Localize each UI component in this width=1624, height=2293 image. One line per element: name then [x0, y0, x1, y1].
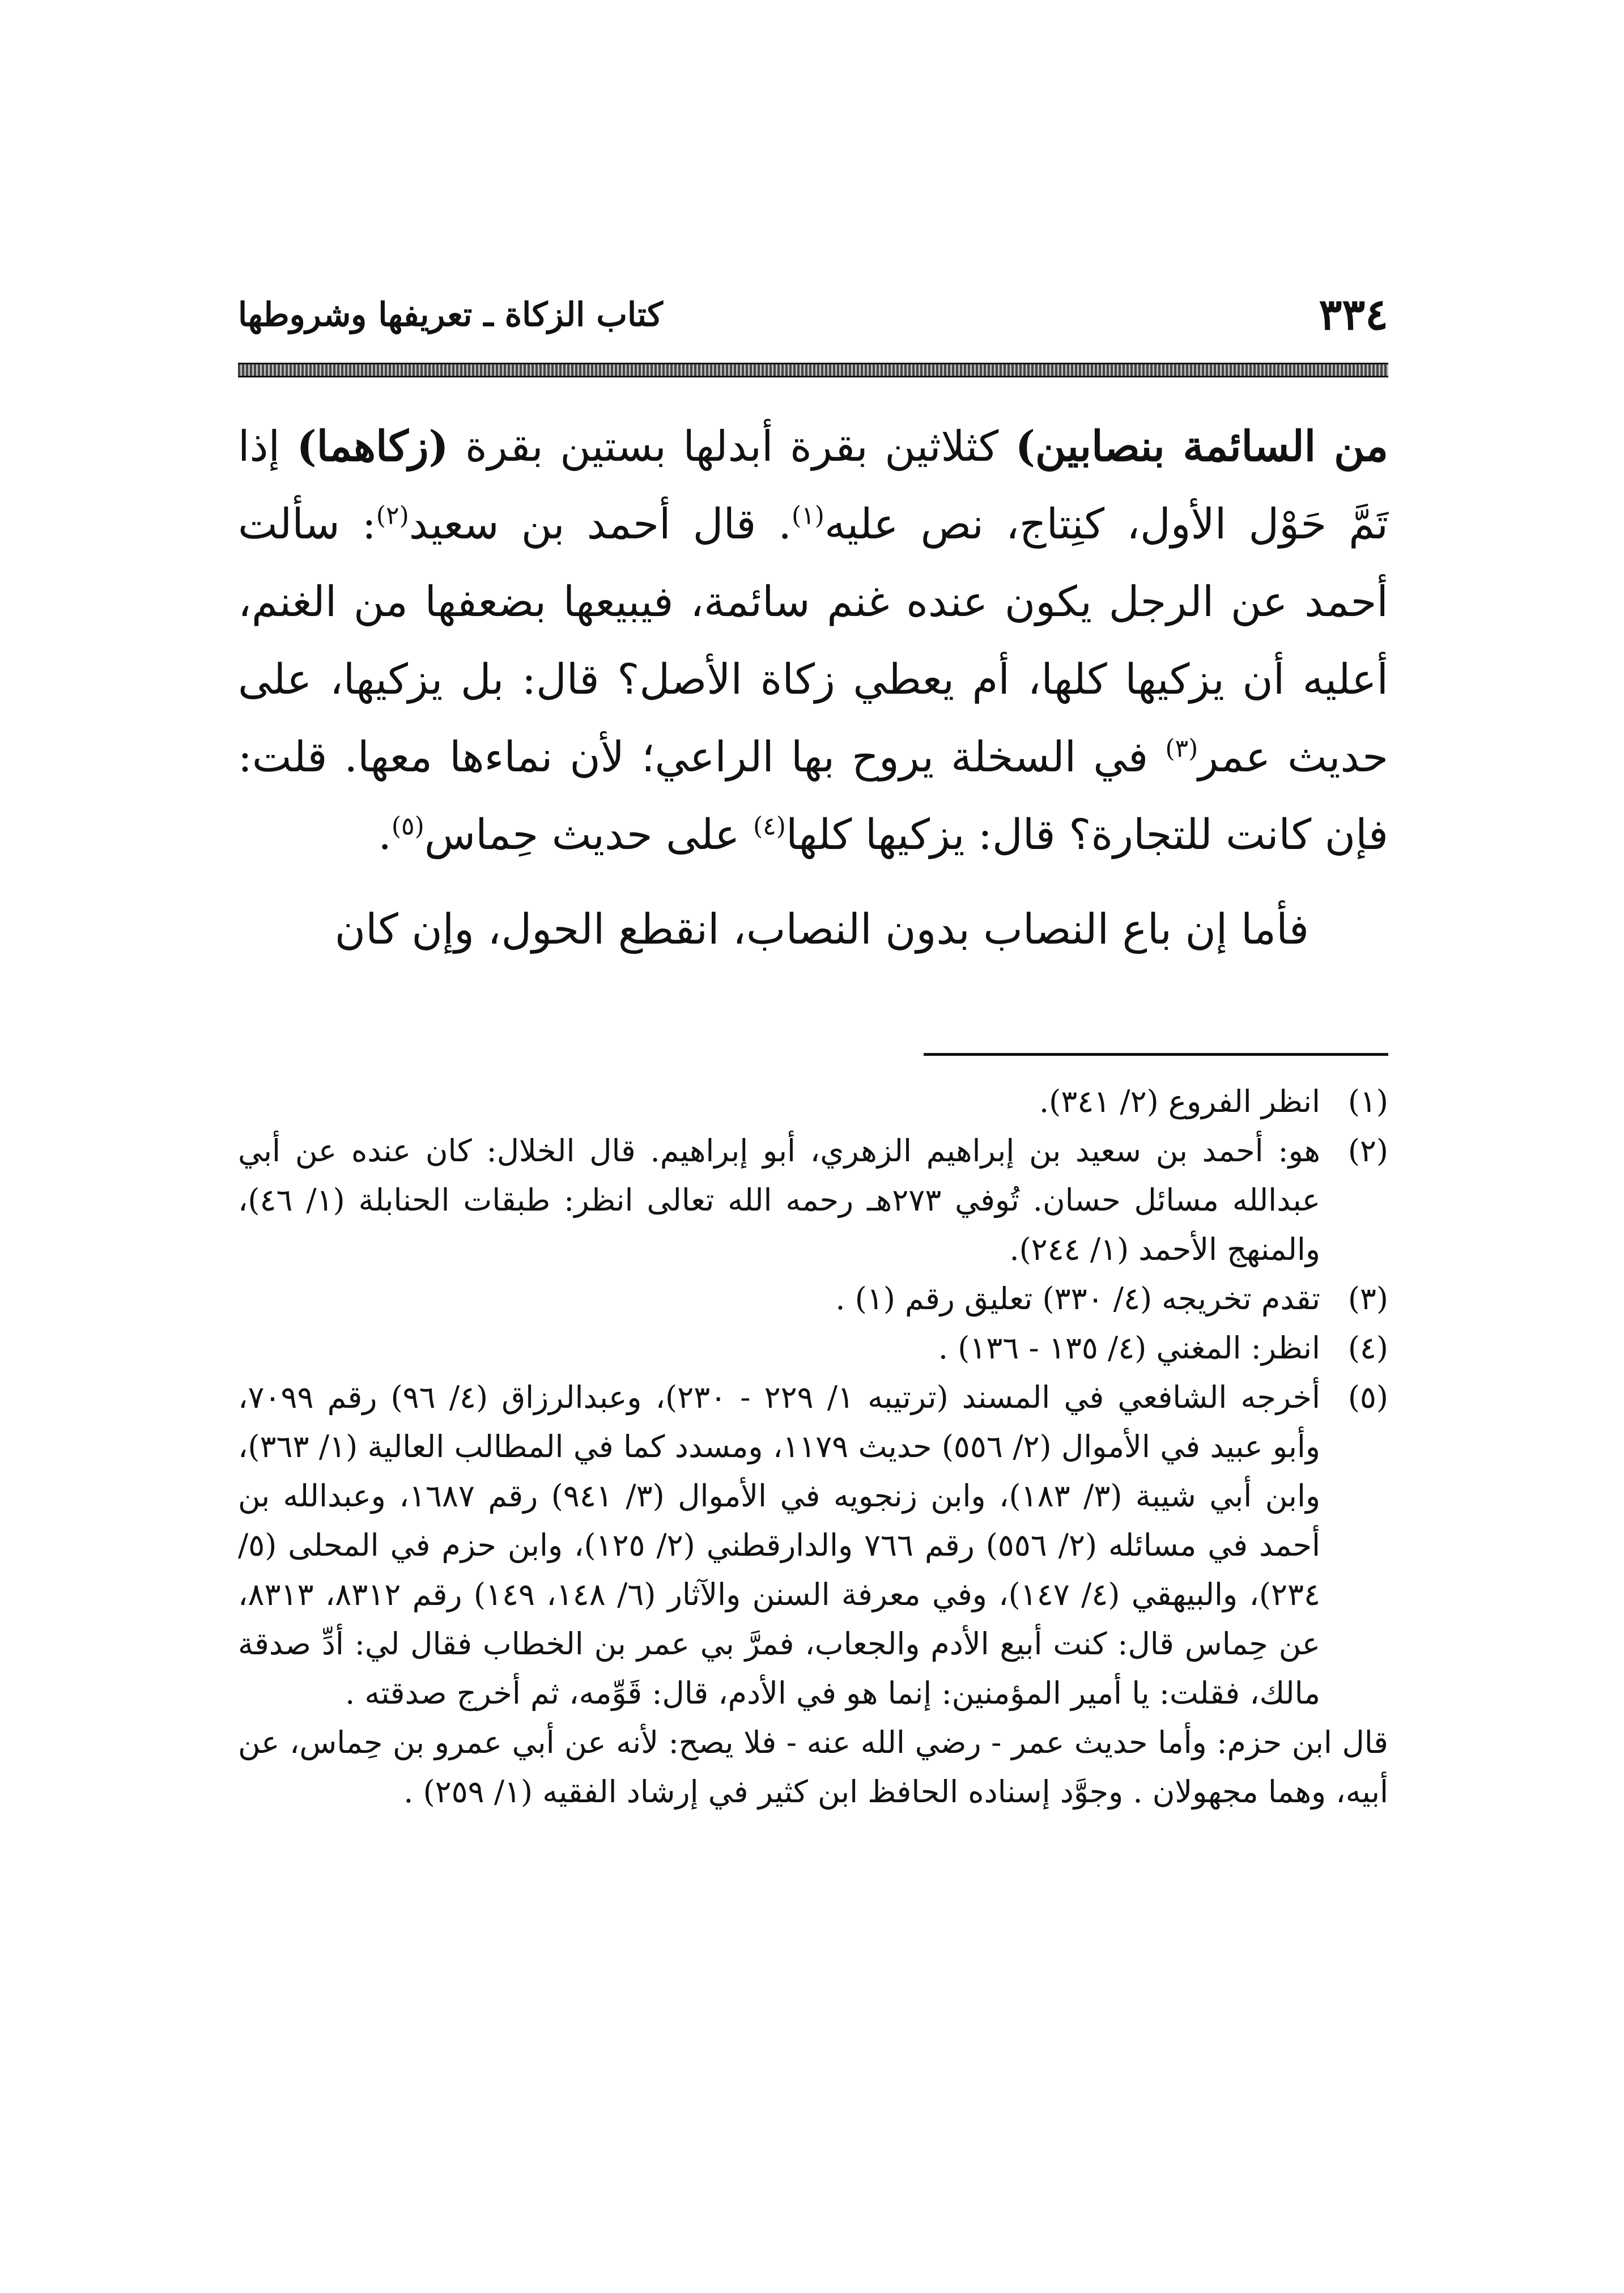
page-header	[238, 283, 1388, 346]
bold-phrase: (زكاهما)	[296, 422, 449, 471]
text-run: : سألت أحمد عن الرجل يكون عنده غنم سائمة، فيبيعها بضعفها من الغنم، أعليه أن يزكيها كلها، أم يعطي زكاة الأصل؟ قال: بل يزكيها، على حديث عمر	[238, 500, 1388, 782]
footnote	[238, 1373, 1388, 1718]
running-title: كتاب الزكاة ـ تعريفها وشروطها	[238, 295, 663, 334]
text-run: إذا تَمَّ حَوْل الأول، كنِتاج، نص عليه	[238, 422, 1389, 549]
page-number: ٣٣٤	[1319, 289, 1388, 339]
footnote-ref[interactable]: (١)	[791, 501, 824, 530]
footnote	[238, 1274, 1388, 1323]
footnote-text: انظر: المغني (٤/ ١٣٥ - ١٣٦) .	[938, 1330, 1320, 1366]
footnote-number: (٢)	[1347, 1133, 1388, 1169]
footnote-ref[interactable]: (٥)	[391, 812, 424, 841]
footnote	[238, 1077, 1388, 1126]
text-run: .	[378, 810, 392, 859]
footnote-ref[interactable]: (٣)	[1165, 734, 1198, 763]
footnote-number: (٣)	[1347, 1281, 1388, 1317]
footnote	[238, 1323, 1388, 1373]
footnote-number: (٤)	[1347, 1330, 1388, 1366]
footnote	[238, 1126, 1388, 1274]
footnote-continuation: قال ابن حزم: وأما حديث عمر - رضي الله عنه - فلا يصح: لأنه عن أبي عمرو بن حِماس، عن أبيه، وهما مجهولان . وجوَّد إسناده الحافظ ابن كثير في إرشاد الفقيه (١/ ٢٥٩) .	[238, 1725, 1388, 1810]
bold-phrase: من السائمة بنصابين)	[1015, 422, 1388, 471]
footnote-text: أخرجه الشافعي في المسند (ترتيبه ١/ ٢٢٩ - ٢٣٠)، وعبدالرزاق (٤/ ٩٦) رقم ٧٠٩٩، وأبو عبيد في الأموال (٢/ ٥٥٦) حديث ١١٧٩، ومسدد كما في المطالب العالية (١/ ٣٦٣)، وابن أبي شيبة (٣/ ١٨٣)، وابن زنجويه في الأموال (٣/ ٩٤١) رقم ١٦٨٧، وعبدالله بن أحمد في مسائله (٢/ ٥٥٦) رقم ٧٦٦ والدارقطني (٢/ ١٢٥)، وابن حزم في المحلى (٥/ ٢٣٤)، والبيهقي (٤/ ١٤٧)، وفي معرفة السنن والآثار (٦/ ١٤٨، ١٤٩) رقم ٨٣١٢، ٨٣١٣، عن حِماس قال: كنت أبيع الأدم والجعاب، فمرَّ بي عمر بن الخطاب فقال لي: أدِّ صدقة مالك، فقلت: يا أمير المؤمنين: إنما هو في الأدم، قال: قَوِّمه، ثم أخرج صدقته .	[238, 1379, 1321, 1711]
paragraph-1	[238, 408, 1388, 874]
footnotes	[238, 1077, 1388, 1816]
footnote-number: (١)	[1347, 1084, 1388, 1119]
footnote-ref[interactable]: (٢)	[376, 501, 409, 530]
footnote-text: هو: أحمد بن سعيد بن إبراهيم الزهري، أبو إبراهيم. قال الخلال: كان عنده عن أبي عبدالله مسائل حسان. تُوفي ٢٧٣هـ رحمه الله تعالى انظر: طبقات الحنابلة (١/ ٤٦)، والمنهج الأحمد (١/ ٢٤٤).	[238, 1133, 1321, 1267]
header-rule	[238, 363, 1388, 377]
footnote-text: انظر الفروع (٢/ ٣٤١).	[1039, 1084, 1320, 1119]
main-text	[238, 408, 1388, 969]
footnote-ref[interactable]: (٤)	[753, 812, 786, 841]
text-run: . قال أحمد بن سعيد	[409, 500, 792, 549]
paragraph-2: فأما إن باع النصاب بدون النصاب، انقطع الحول، وإن كان	[334, 905, 1309, 954]
text-run: كثلاثين بقرة أبدلها بستين بقرة	[448, 422, 1015, 471]
text-run: على حديث حِماس	[424, 810, 753, 859]
footnote-text: تقدم تخريجه (٤/ ٣٣٠) تعليق رقم (١) .	[835, 1281, 1320, 1317]
footnote-number: (٥)	[1347, 1379, 1388, 1415]
footnote-separator	[924, 1053, 1388, 1056]
text-run: في السخلة يروح بها الراعي؛ لأن نماءها معها. قلت: فإن كانت للتجارة؟ قال: يزكيها كلها	[238, 733, 1388, 859]
